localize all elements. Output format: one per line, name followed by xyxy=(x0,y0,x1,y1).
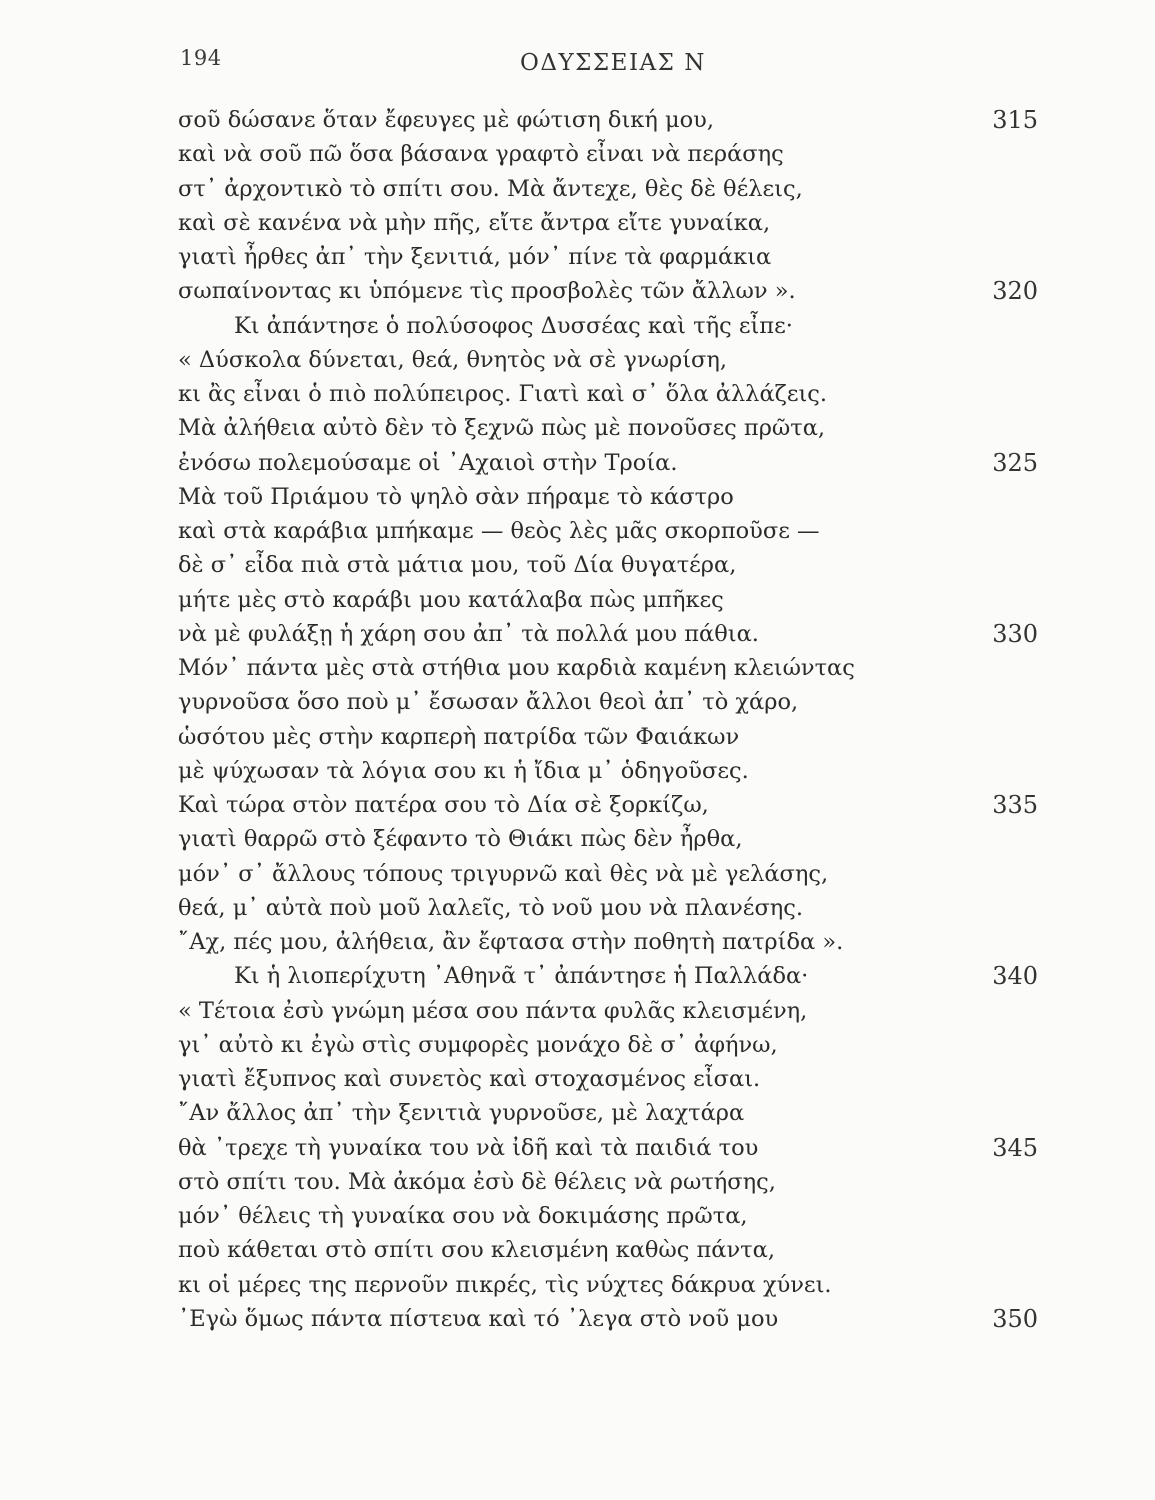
verse-line xyxy=(178,994,1038,1028)
verse-line-text: γιατὶ ἔξυπνος καὶ συνετὸς καὶ στοχασμένος εἶσαι. xyxy=(178,1066,761,1092)
verse-line xyxy=(178,651,1038,685)
verse-line-text: στὸ σπίτι του. Μὰ ἀκόμα ἐσὺ δὲ θέλεις νὰ ρωτήσης, xyxy=(178,1168,776,1195)
verse-line xyxy=(178,822,1038,856)
verse-line xyxy=(178,788,1038,822)
verse-line xyxy=(178,1062,1038,1096)
verse-line-text: καὶ στὰ καράβια μπήκαμε — θεὸς λὲς μᾶς σκορποῦσε — xyxy=(178,518,820,544)
verse-line-text: σοῦ δώσανε ὅταν ἔφευγες μὲ φώτιση δική μου, xyxy=(178,107,714,133)
verse-line-text: καὶ νὰ σοῦ πῶ ὅσα βάσανα γραφτὸ εἶναι νὰ περάσης xyxy=(178,141,784,168)
verse-line xyxy=(178,1233,1038,1267)
verse-line xyxy=(178,446,1038,480)
verse-line xyxy=(178,103,1038,137)
verse-line-text: Κι ἀπάντησε ὁ πολύσοφος Δυσσέας καὶ τῆς εἶπε· xyxy=(234,312,793,339)
verse-line xyxy=(178,514,1038,548)
verse-line-text: καὶ σὲ κανένα νὰ μὴν πῆς, εἴτε ἄντρα εἴτε γυναίκα, xyxy=(178,209,771,236)
verse-line xyxy=(178,206,1038,240)
verse-line-text: Κι ἡ λιοπερίχυτη ᾽Αθηνᾶ τ᾽ ἀπάντησε ἡ Παλλάδα· xyxy=(234,963,809,990)
page-number: 194 xyxy=(180,46,222,70)
verse-line xyxy=(178,548,1038,582)
verse-line-text: γυρνοῦσα ὅσο ποὺ μ᾽ ἔσωσαν ἄλλοι θεοὶ ἀπ᾽ τὸ χάρο, xyxy=(178,689,799,716)
verse-line-text: ὡσότου μὲς στὴν καρπερὴ πατρίδα τῶν Φαιάκων xyxy=(178,723,740,750)
verse-line-text: Μὰ τοῦ Πριάμου τὸ ψηλὸ σὰν πήραμε τὸ κάστρο xyxy=(178,483,734,510)
verse-line-text: ῎Αχ, πές μου, ἀλήθεια, ἂν ἔφτασα στὴν ποθητὴ πατρίδα ». xyxy=(178,929,844,955)
verse-line xyxy=(178,891,1038,925)
verse-line xyxy=(178,411,1038,445)
verse-line-text: μήτε μὲς στὸ καράβι μου κατάλαβα πὼς μπῆκες xyxy=(178,586,724,613)
verse-line xyxy=(178,617,1038,651)
verse-line-text: Μόν᾽ πάντα μὲς στὰ στήθια μου καρδιὰ καμένη κλειώντας xyxy=(178,655,855,681)
verse-line xyxy=(178,1165,1038,1199)
verse-line xyxy=(178,720,1038,754)
verse-line-text: μόν᾽ θέλεις τὴ γυναίκα σου νὰ δοκιμάσης πρῶτα, xyxy=(178,1203,748,1229)
verse-line-text: κι ἂς εἶναι ὁ πιὸ πολύπειρος. Γιατὶ καὶ σ᾽ ὅλα ἀλλάζεις. xyxy=(178,381,828,407)
line-number: 325 xyxy=(992,448,1038,477)
line-number: 315 xyxy=(992,106,1038,134)
verse-line xyxy=(178,685,1038,719)
verse-line xyxy=(178,959,1038,993)
verse-line xyxy=(178,1028,1038,1062)
line-number: 320 xyxy=(992,277,1038,306)
verse-line-text: ῎Αν ἄλλος ἀπ᾽ τὴν ξενιτιὰ γυρνοῦσε, μὲ λαχτάρα xyxy=(178,1100,745,1127)
verse-line xyxy=(178,343,1038,377)
verse-line-text: « Τέτοια ἐσὺ γνώμη μέσα σου πάντα φυλᾶς κλεισμένη, xyxy=(178,997,808,1024)
verse-line xyxy=(178,1302,1038,1336)
verse-line-text: σωπαίνοντας κι ὑπόμενε τὶς προσβολὲς τῶν ἄλλων ». xyxy=(178,278,796,305)
verse-line xyxy=(178,925,1038,959)
verse-line xyxy=(178,1131,1038,1165)
verse-line xyxy=(178,240,1038,274)
verse-line-text: ποὺ κάθεται στὸ σπίτι σου κλεισμένη καθὼς πάντα, xyxy=(178,1237,775,1264)
verse-line-text: ἐνόσω πολεμούσαμε οἱ ᾽Αχαιοὶ στὴν Τροία. xyxy=(178,449,678,476)
verse-line xyxy=(178,274,1038,308)
verse-line-text: ᾽Εγὼ ὅμως πάντα πίστευα καὶ τό ᾽λεγα στὸ νοῦ μου xyxy=(178,1305,779,1332)
verse-line-text: « Δύσκολα δύνεται, θεά, θνητὸς νὰ σὲ γνωρίση, xyxy=(178,346,728,373)
verse-line-text: Καὶ τώρα στὸν πατέρα σου τὸ Δία σὲ ξορκίζω, xyxy=(178,792,709,818)
verse-line xyxy=(178,1268,1038,1302)
verse-line xyxy=(178,309,1038,343)
verse-block xyxy=(178,103,1038,1336)
verse-line xyxy=(178,480,1038,514)
verse-line xyxy=(178,137,1038,171)
line-number: 345 xyxy=(992,1133,1038,1162)
verse-line-text: μόν᾽ σ᾽ ἄλλους τόπους τριγυρνῶ καὶ θὲς νὰ μὲ γελάσης, xyxy=(178,860,829,887)
line-number: 340 xyxy=(992,962,1038,991)
verse-line-text: γιατὶ θαρρῶ στὸ ξέφαντο τὸ Θιάκι πὼς δὲν ἦρθα, xyxy=(178,826,743,853)
verse-line-text: κι οἱ μέρες της περνοῦν πικρές, τὶς νύχτες δάκρυα χύνει. xyxy=(178,1271,832,1298)
verse-line-text: νὰ μὲ φυλάξῃ ἡ χάρη σου ἀπ᾽ τὰ πολλά μου πάθια. xyxy=(178,620,759,647)
verse-line-text: Μὰ ἀλήθεια αὐτὸ δὲν τὸ ξεχνῶ πὼς μὲ πονοῦσες πρῶτα, xyxy=(178,415,826,442)
verse-line-text: στ᾽ ἀρχοντικὸ τὸ σπίτι σου. Μὰ ἄντεχε, θὲς δὲ θέλεις, xyxy=(178,175,803,202)
line-number: 330 xyxy=(992,619,1038,648)
verse-line-text: θεά, μ᾽ αὐτὰ ποὺ μοῦ λαλεῖς, τὸ νοῦ μου νὰ πλανέσης. xyxy=(178,894,804,921)
running-title: ΟΔΥΣΣΕΙΑΣ Ν xyxy=(520,50,706,76)
verse-line xyxy=(178,377,1038,411)
verse-line xyxy=(178,172,1038,206)
verse-line-text: γιατὶ ἦρθες ἀπ᾽ τὴν ξενιτιά, μόν᾽ πίνε τὰ φαρμάκια xyxy=(178,244,772,270)
verse-line xyxy=(178,1096,1038,1130)
verse-line xyxy=(178,857,1038,891)
verse-line-text: γι᾽ αὐτὸ κι ἐγὼ στὶς συμφορὲς μονάχο δὲ σ᾽ ἀφήνω, xyxy=(178,1031,778,1058)
verse-line-text: δὲ σ᾽ εἶδα πιὰ στὰ μάτια μου, τοῦ Δία θυγατέρα, xyxy=(178,552,737,579)
line-number: 335 xyxy=(992,791,1038,819)
verse-line-text: θὰ ᾽τρεχε τὴ γυναίκα του νὰ ἰδῆ καὶ τὰ παιδιά του xyxy=(178,1134,759,1161)
verse-line-text: μὲ ψύχωσαν τὰ λόγια σου κι ἡ ἴδια μ᾽ ὁδηγοῦσες. xyxy=(178,757,749,784)
verse-line xyxy=(178,1199,1038,1233)
verse-line xyxy=(178,583,1038,617)
line-number: 350 xyxy=(992,1304,1038,1333)
verse-line xyxy=(178,754,1038,788)
